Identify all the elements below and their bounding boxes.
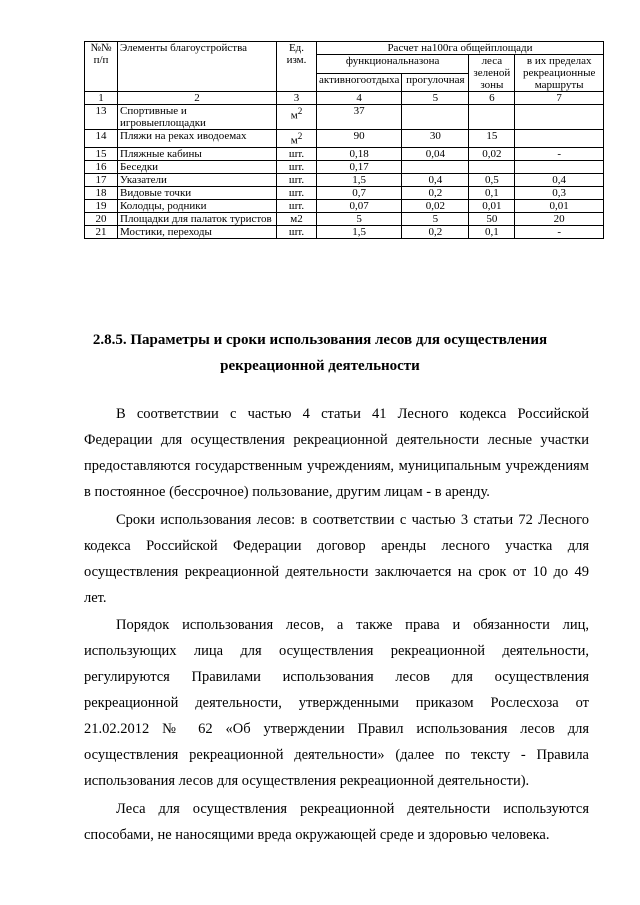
header-functional-zone: функциональназона [317, 55, 469, 74]
table-row [85, 173, 604, 186]
section-title: рекреационной деятельности [220, 358, 420, 374]
unit-text: шт. [288, 199, 305, 212]
table-row [85, 212, 604, 225]
paragraph-text: Леса для осуществления рекреационной деятельности используются способами, не наносящими вреда окружающей среде и здоровью человека. [84, 801, 589, 843]
paragraph [84, 507, 589, 611]
unit-cell [277, 173, 317, 186]
row-number-cell: 21 [85, 225, 118, 238]
unit-text: м2 [290, 212, 303, 225]
active-rest-value-cell: 1,5 [317, 225, 402, 238]
routes-value-cell: - [515, 147, 604, 160]
element-name-cell: Пляжи на реках иводоемах [118, 130, 277, 148]
row-number-cell: 15 [85, 147, 118, 160]
walking-value-cell: 0,4 [402, 173, 469, 186]
walking-value-cell: 0,2 [402, 186, 469, 199]
element-name-cell: Видовые точки [118, 186, 277, 199]
column-index-cell: 4 [317, 92, 402, 105]
green-zone-value-cell: 0,1 [469, 225, 515, 238]
unit-cell [277, 225, 317, 238]
routes-value-cell: 0,01 [515, 199, 604, 212]
element-name-cell: Спортивные и игровыеплощадки [118, 105, 277, 130]
unit-text: шт. [288, 173, 305, 186]
header-green-zone-forests: леса зеленой зоны [469, 55, 515, 92]
routes-value-cell: 0,3 [515, 186, 604, 199]
element-name-cell: Пляжные кабины [118, 147, 277, 160]
table-row [85, 186, 604, 199]
green-zone-value-cell: 0,1 [469, 186, 515, 199]
active-rest-value-cell: 0,17 [317, 160, 402, 173]
walking-value-cell [402, 160, 469, 173]
unit-text: шт. [288, 186, 305, 199]
column-index-cell: 7 [515, 92, 604, 105]
header-calc: Расчет на100га общейплощади [317, 42, 604, 55]
routes-value-cell: - [515, 225, 604, 238]
green-zone-value-cell [469, 160, 515, 173]
active-rest-value-cell: 0,7 [317, 186, 402, 199]
green-zone-value-cell: 0,01 [469, 199, 515, 212]
active-rest-value-cell: 5 [317, 212, 402, 225]
row-number-cell: 13 [85, 105, 118, 130]
routes-value-cell [515, 105, 604, 130]
paragraph [84, 612, 589, 794]
green-zone-value-cell: 0,5 [469, 173, 515, 186]
column-index-cell: 1 [85, 92, 118, 105]
table-row [85, 199, 604, 212]
column-index-cell: 3 [277, 92, 317, 105]
walking-value-cell [402, 105, 469, 130]
active-rest-value-cell: 0,07 [317, 199, 402, 212]
active-rest-value-cell: 37 [317, 105, 402, 130]
walking-value-cell: 5 [402, 212, 469, 225]
green-zone-value-cell: 0,02 [469, 147, 515, 160]
row-number-cell: 17 [85, 173, 118, 186]
routes-value-cell [515, 130, 604, 148]
green-zone-value-cell: 15 [469, 130, 515, 148]
unit-text: шт. [288, 147, 305, 160]
unit-text: м [290, 109, 298, 122]
unit-cell [277, 212, 317, 225]
paragraph [84, 796, 589, 848]
row-number-cell: 20 [85, 212, 118, 225]
element-name-cell: Площадки для палаток туристов [118, 212, 277, 225]
paragraph [84, 401, 589, 505]
row-number-cell: 14 [85, 130, 118, 148]
unit-superscript: 2 [297, 131, 303, 141]
header-active-rest: активногоотдыха [317, 73, 402, 92]
row-number-cell: 18 [85, 186, 118, 199]
green-zone-value-cell: 50 [469, 212, 515, 225]
element-name-cell: Указатели [118, 173, 277, 186]
table-row [85, 160, 604, 173]
green-zone-value-cell [469, 105, 515, 130]
unit-cell [277, 160, 317, 173]
unit-cell [277, 199, 317, 212]
header-unit: Ед. изм. [277, 42, 317, 92]
column-index-cell: 6 [469, 92, 515, 105]
header-walking: прогулочная [402, 73, 469, 92]
active-rest-value-cell: 90 [317, 130, 402, 148]
walking-value-cell: 30 [402, 130, 469, 148]
unit-cell [277, 147, 317, 160]
unit-text: шт. [288, 160, 305, 173]
element-name-cell: Беседки [118, 160, 277, 173]
active-rest-value-cell: 0,18 [317, 147, 402, 160]
walking-value-cell: 0,04 [402, 147, 469, 160]
walking-value-cell: 0,2 [402, 225, 469, 238]
table-header-row [85, 42, 604, 55]
unit-superscript: 2 [297, 106, 303, 116]
header-recreational-routes: в их пределах рекреационные маршруты [515, 55, 604, 92]
element-name-cell: Мостики, переходы [118, 225, 277, 238]
amenities-norms-table [84, 41, 604, 239]
walking-value-cell: 0,02 [402, 199, 469, 212]
active-rest-value-cell: 1,5 [317, 173, 402, 186]
column-index-cell: 2 [118, 92, 277, 105]
unit-text: шт. [288, 225, 305, 238]
unit-cell [277, 130, 317, 148]
column-index-cell: 5 [402, 92, 469, 105]
column-index-row [85, 92, 604, 105]
row-number-cell: 16 [85, 160, 118, 173]
unit-cell [277, 186, 317, 199]
routes-value-cell: 20 [515, 212, 604, 225]
table-row [85, 147, 604, 160]
routes-value-cell: 0,4 [515, 173, 604, 186]
row-number-cell: 19 [85, 199, 118, 212]
header-num: №№ п/п [85, 42, 118, 92]
unit-cell [277, 105, 317, 130]
routes-value-cell [515, 160, 604, 173]
unit-text: м [290, 134, 298, 147]
paragraph-text: Сроки использования лесов: в соответствии с частью 3 статьи 72 Лесного кодекса Российской Федерации договор аренды лесного участка для осуществления рекреационной деятельности заключается на срок от 10 до 49 лет. [84, 512, 589, 606]
table-row [85, 225, 604, 238]
paragraph-text: Порядок использования лесов, а также права и обязанности лиц, использующих лица для осуществления рекреационной деятельности, регулируются Правилами использования лесов для осуществления рекреационной деятельности, утвержденными приказом Рослесхоза от 21.02.2012 № 62 «Об утверждении Правил использования лесов для осуществления рекреационной деятельности» (далее по тексту - Правила использования лесов для осуществления рекреационной деятельности). [84, 617, 589, 789]
element-name-cell: Колодцы, родники [118, 199, 277, 212]
table-row [85, 130, 604, 148]
paragraph-text: В соответствии с частью 4 статьи 41 Лесного кодекса Российской Федерации для осуществления рекреационной деятельности лесные участки предоставляются государственным учреждениям, муниципальным учреждениям в постоянное (бессрочное) пользование, другим лицам - в аренду. [84, 406, 589, 500]
table-row [85, 105, 604, 130]
section-title: 2.8.5. Параметры и сроки использования лесов для осуществления [92, 332, 548, 348]
header-elements: Элементы благоустройства [118, 42, 277, 92]
